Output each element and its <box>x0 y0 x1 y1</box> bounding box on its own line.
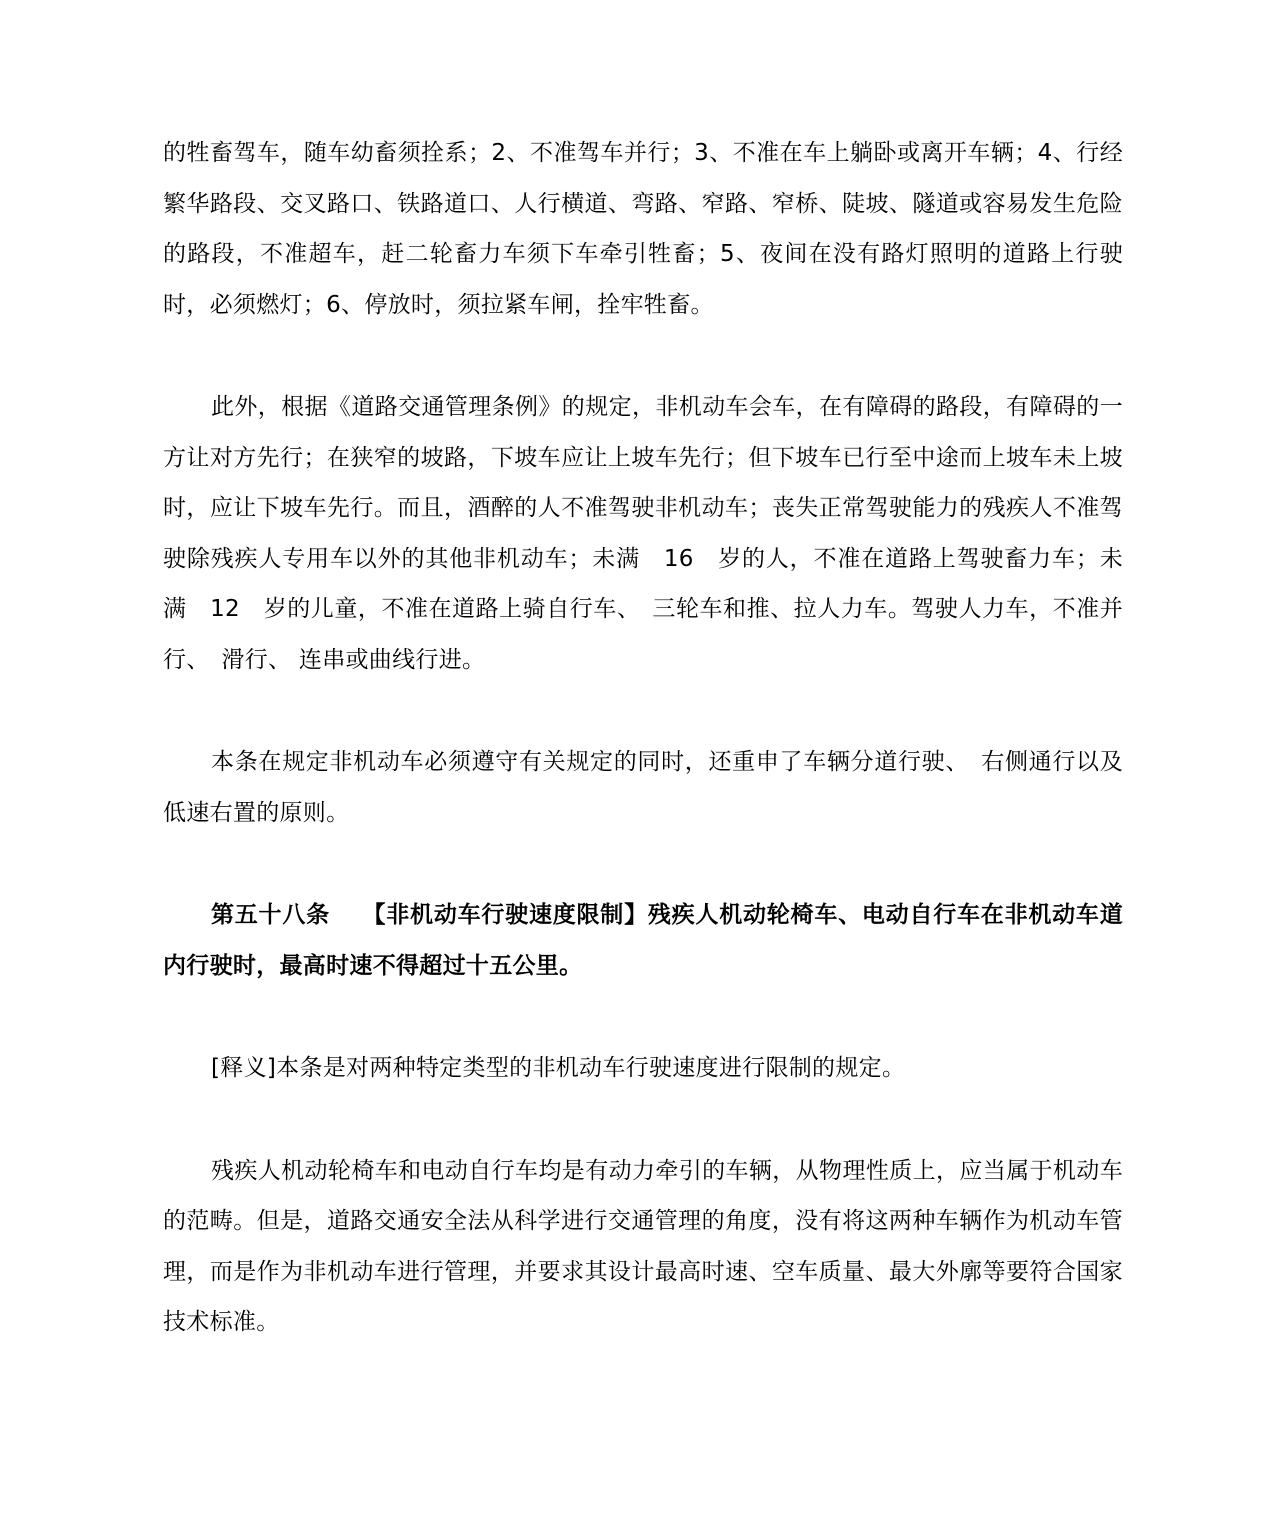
paragraph-interpretation: [释义]本条是对两种特定类型的非机动车行驶速度进行限制的规定。 <box>211 1055 906 1081</box>
article-58-heading: 第五十八条 【非机动车行驶速度限制】残疾人机动轮椅车、电动自行车在非机动车道内行驶时，最高时速不得超过十五公里。 <box>163 902 1123 979</box>
paragraph-continuation: 的牲畜驾车，随车幼畜须拴系；2、不准驾车并行；3、不准在车上躺卧或离开车辆；4、行经繁华路段、交叉路口、铁路道口、人行横道、弯路、窄路、窄桥、陡坡、隧道或容易发生危险的路段，不准超车，赶二轮畜力车须下车牵引牲畜；5、夜间在没有路灯照明的道路上行驶时，必须燃灯；6、停放时，须拉紧车闸，拴牢牲畜。 <box>163 140 1123 318</box>
paragraph-principles: 本条在规定非机动车必须遵守有关规定的同时，还重申了车辆分道行驶、 右侧通行以及低速右置的原则。 <box>163 749 1123 826</box>
paragraph-regulation-rules: 此外，根据《道路交通管理条例》的规定，非机动车会车，在有障碍的路段，有障碍的一方让对方先行；在狭窄的坡路，下坡车应让上坡车先行；但下坡车已行至中途而上坡车未上坡时，应让下坡车先行。而且，酒醉的人不准驾驶非机动车；丧失正常驾驶能力的残疾人不准驾驶除残疾人专用车以外的其他非机动车；未满 16 岁的人，不准在道路上驾驶畜力车；未满 12 岁的儿童，不准在道路上骑自行车、 三轮车和推、拉人力车。驾驶人力车，不准并行、 滑行、 连串或曲线行进。 <box>163 394 1123 673</box>
paragraph-vehicle-classification: 残疾人机动轮椅车和电动自行车均是有动力牵引的车辆，从物理性质上，应当属于机动车的范畴。但是，道路交通安全法从科学进行交通管理的角度，没有将这两种车辆作为机动车管理，而是作为非机动车进行管理，并要求其设计最高时速、空车质量、最大外廓等要符合国家技术标准。 <box>163 1157 1123 1335</box>
document-page <box>163 128 1123 1348</box>
